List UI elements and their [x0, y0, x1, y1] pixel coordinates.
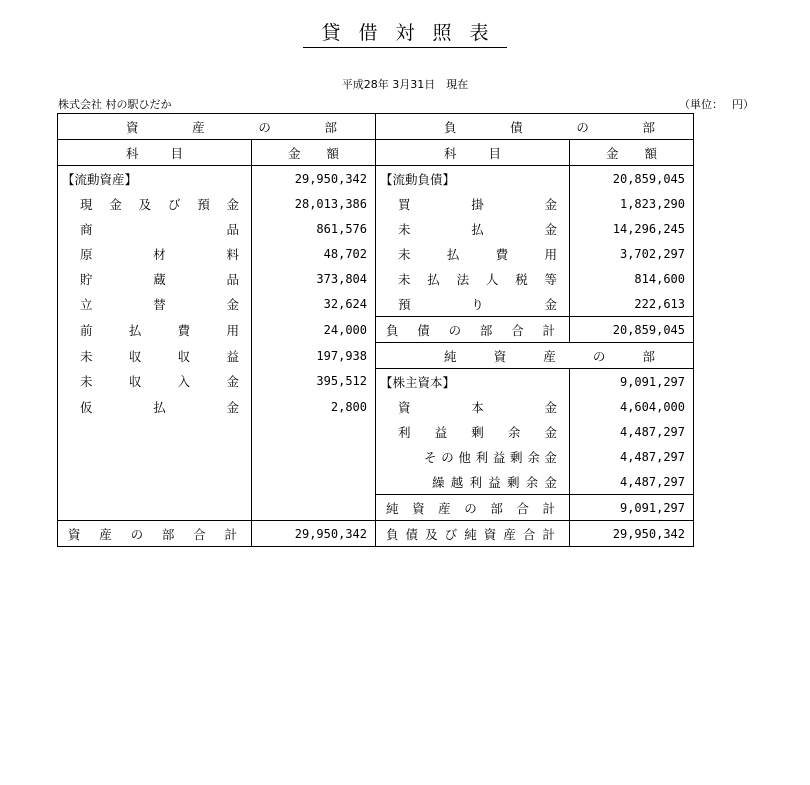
empty-cell — [252, 495, 376, 521]
assets-total-amount: 29,950,342 — [252, 521, 376, 547]
assets-section-header — [58, 114, 376, 140]
asset-item-cell — [58, 394, 252, 419]
liability-item-cell — [376, 216, 570, 241]
table-row — [58, 291, 694, 317]
assets-amount-header — [252, 140, 376, 166]
asset-item-cell — [58, 343, 252, 369]
account-header-text: 科 目 — [444, 145, 501, 161]
liabilities-section-title: 負 債 の 部 — [444, 119, 655, 135]
asset-item-cell — [58, 369, 252, 395]
liability-item-cell — [376, 444, 570, 469]
asset-item-amount: 861,576 — [252, 216, 376, 241]
subtotal-amount: 20,859,045 — [570, 317, 694, 343]
liability-item-cell — [376, 291, 570, 317]
asset-item-label: 原 材 料 — [80, 246, 239, 262]
empty-cell — [58, 444, 252, 469]
liability-item-amount: 4,487,297 — [570, 469, 694, 495]
liability-item-cell — [376, 191, 570, 216]
asset-item-cell — [58, 317, 252, 343]
assets-section-title: 資 産 の 部 — [126, 119, 337, 135]
amount-header-text: 金 額 — [288, 145, 339, 161]
liability-item-label: 繰 越 利 益 剰 余 金 — [432, 474, 557, 490]
liability-item-cell — [376, 419, 570, 444]
assets-account-header — [58, 140, 252, 166]
as-of-date: 平成28年 3月31日 現在 — [341, 78, 469, 91]
liability-item-label: 資 本 金 — [398, 399, 557, 415]
asset-item-cell — [58, 291, 252, 317]
liability-item-amount: 1,823,290 — [570, 191, 694, 216]
table-row — [58, 191, 694, 216]
asset-item-cell — [58, 241, 252, 266]
section-header-row — [58, 114, 694, 140]
table-row — [58, 369, 694, 395]
grand-total-amount: 29,950,342 — [570, 521, 694, 547]
asset-category-label: 【流動資産】 — [58, 166, 252, 192]
table-row — [58, 266, 694, 291]
table-row — [58, 216, 694, 241]
grand-total-row — [58, 521, 694, 547]
asset-item-amount: 48,702 — [252, 241, 376, 266]
empty-cell — [252, 444, 376, 469]
liability-item-amount: 814,600 — [570, 266, 694, 291]
liability-item-label: 預 り 金 — [398, 296, 557, 312]
asset-item-amount: 2,800 — [252, 394, 376, 419]
balance-sheet-table — [57, 113, 694, 547]
assets-total-label — [58, 521, 252, 547]
grand-total-label-text: 負 債 及 び 純 資 産 合 計 — [386, 526, 555, 542]
liability-category-label: 【流動負債】 — [376, 166, 570, 192]
liability-item-amount: 4,487,297 — [570, 419, 694, 444]
asset-item-cell — [58, 191, 252, 216]
liability-item-label: 未 払 法 人 税 等 — [398, 271, 557, 287]
company-name: 株式会社 村の駅ひだか — [58, 98, 172, 111]
table-row — [58, 166, 694, 192]
empty-cell — [58, 469, 252, 495]
empty-cell — [58, 495, 252, 521]
asset-item-amount: 28,013,386 — [252, 191, 376, 216]
table-row — [58, 241, 694, 266]
asset-item-cell — [58, 216, 252, 241]
asset-item-label: 仮 払 金 — [80, 399, 239, 415]
table-row — [58, 394, 694, 419]
empty-cell — [58, 419, 252, 444]
liability-item-label: 未 払 費 用 — [398, 246, 557, 262]
asset-item-amount: 32,624 — [252, 291, 376, 317]
liability-item-label: そ の 他 利 益 剰 余 金 — [424, 449, 557, 465]
amount-header-text: 金 額 — [606, 145, 657, 161]
equity-section-title: 純 資 産 の 部 — [444, 348, 655, 364]
table-row — [58, 469, 694, 495]
assets-total-label-text: 資 産 の 部 合 計 — [68, 526, 237, 542]
table-row — [58, 419, 694, 444]
liab-amount-header — [570, 140, 694, 166]
liab-account-header — [376, 140, 570, 166]
table-row — [58, 343, 694, 369]
liability-item-cell — [376, 469, 570, 495]
subtotal-label-cell — [376, 495, 570, 521]
liability-item-amount: 14,296,245 — [570, 216, 694, 241]
subtotal-amount: 9,091,297 — [570, 495, 694, 521]
asset-item-amount: 24,000 — [252, 317, 376, 343]
asset-item-amount: 395,512 — [252, 369, 376, 395]
asset-item-label: 前 払 費 用 — [80, 322, 239, 338]
liability-item-label: 未 払 金 — [398, 221, 557, 237]
subtotal-label-cell — [376, 317, 570, 343]
grand-total-label — [376, 521, 570, 547]
empty-cell — [252, 469, 376, 495]
asset-category-amount: 29,950,342 — [252, 166, 376, 192]
account-header-text: 科 目 — [126, 145, 183, 161]
asset-item-label: 未 収 入 金 — [80, 374, 239, 390]
liability-item-cell — [376, 394, 570, 419]
table-row — [58, 317, 694, 343]
subtotal-label: 純 資 産 の 部 合 計 — [386, 500, 555, 516]
asset-item-cell — [58, 266, 252, 291]
liability-item-cell — [376, 266, 570, 291]
liability-category-label: 【株主資本】 — [376, 369, 570, 395]
liabilities-section-header — [376, 114, 694, 140]
asset-item-amount: 197,938 — [252, 343, 376, 369]
asset-item-label: 立 替 金 — [80, 296, 239, 312]
liability-category-amount: 20,859,045 — [570, 166, 694, 192]
column-header-row — [58, 140, 694, 166]
asset-item-label: 未 収 収 益 — [80, 348, 239, 364]
liability-item-label: 買 掛 金 — [398, 196, 557, 212]
asset-item-amount: 373,804 — [252, 266, 376, 291]
table-row — [58, 444, 694, 469]
liability-item-label: 利 益 剰 余 金 — [398, 424, 557, 440]
unit-label: （単位： 円） — [679, 98, 754, 111]
asset-item-label: 現 金 及 び 預 金 — [80, 196, 239, 212]
asset-item-label: 貯 蔵 品 — [80, 271, 239, 287]
empty-cell — [252, 419, 376, 444]
liability-item-amount: 222,613 — [570, 291, 694, 317]
equity-section-header — [376, 343, 694, 369]
liability-category-amount: 9,091,297 — [570, 369, 694, 395]
table-row — [58, 495, 694, 521]
document-title: 貸借対照表 — [0, 18, 810, 45]
subtotal-label: 負 債 の 部 合 計 — [386, 322, 555, 338]
liability-item-amount: 3,702,297 — [570, 241, 694, 266]
liability-item-amount: 4,487,297 — [570, 444, 694, 469]
liability-item-cell — [376, 241, 570, 266]
asset-item-label: 商 品 — [80, 221, 239, 237]
liability-item-amount: 4,604,000 — [570, 394, 694, 419]
